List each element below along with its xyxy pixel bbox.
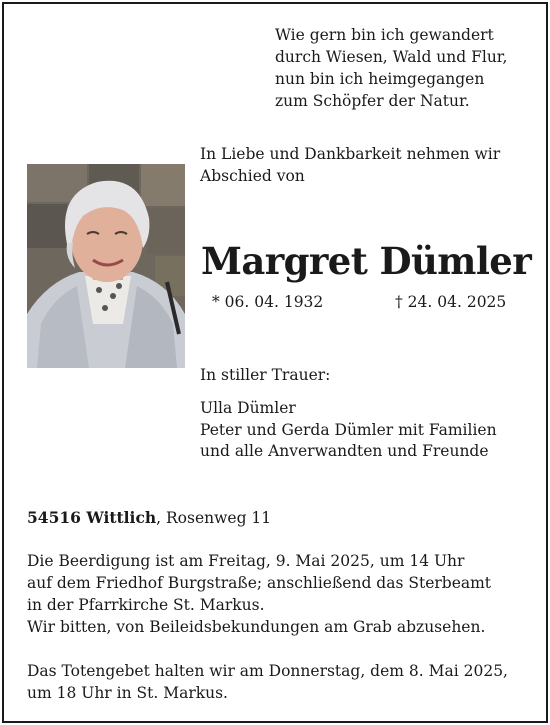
- death-date: † 24. 04. 2025: [395, 293, 507, 311]
- funeral-line: Die Beerdigung ist am Freitag, 9. Mai 2025, um 14 Uhr: [27, 552, 465, 570]
- mourner-item: Ulla Dümler: [200, 399, 296, 417]
- mourner-item: und alle Anverwandten und Freunde: [200, 442, 489, 460]
- poem-line: nun bin ich heimgegangen: [275, 70, 485, 88]
- poem: [275, 24, 545, 112]
- prayer-line: um 18 Uhr in St. Markus.: [27, 684, 228, 702]
- funeral-info: [27, 550, 537, 638]
- intro-line: Abschied von: [200, 167, 305, 185]
- funeral-line: auf dem Friedhof Burgstraße; anschließend das Sterbeamt: [27, 574, 492, 592]
- funeral-line: Wir bitten, von Beileidsbekundungen am Grab abzusehen.: [27, 618, 486, 636]
- portrait-photo: [27, 164, 185, 368]
- deceased-name: Margret Dümler: [201, 239, 532, 283]
- poem-line: durch Wiesen, Wald und Flur,: [275, 48, 508, 66]
- poem-line: Wie gern bin ich gewandert: [275, 26, 494, 44]
- intro-line: In Liebe und Dankbarkeit nehmen wir: [200, 145, 501, 163]
- mourner-item: Peter und Gerda Dümler mit Familien: [200, 420, 497, 439]
- obituary-frame: [2, 2, 548, 723]
- birth-date: * 06. 04. 1932: [212, 293, 324, 311]
- address-street: , Rosenweg 11: [156, 509, 272, 527]
- address-city: 54516 Wittlich: [27, 508, 157, 527]
- address: [27, 507, 271, 529]
- mourning-label: In stiller Trauer:: [200, 366, 331, 384]
- prayer-info: [27, 660, 537, 704]
- poem-line: zum Schöpfer der Natur.: [275, 92, 470, 110]
- mourners-list: [200, 398, 545, 463]
- prayer-line: Das Totengebet halten wir am Donnerstag, dem 8. Mai 2025,: [27, 662, 508, 680]
- intro-text: [200, 143, 540, 187]
- funeral-line: in der Pfarrkirche St. Markus.: [27, 596, 265, 614]
